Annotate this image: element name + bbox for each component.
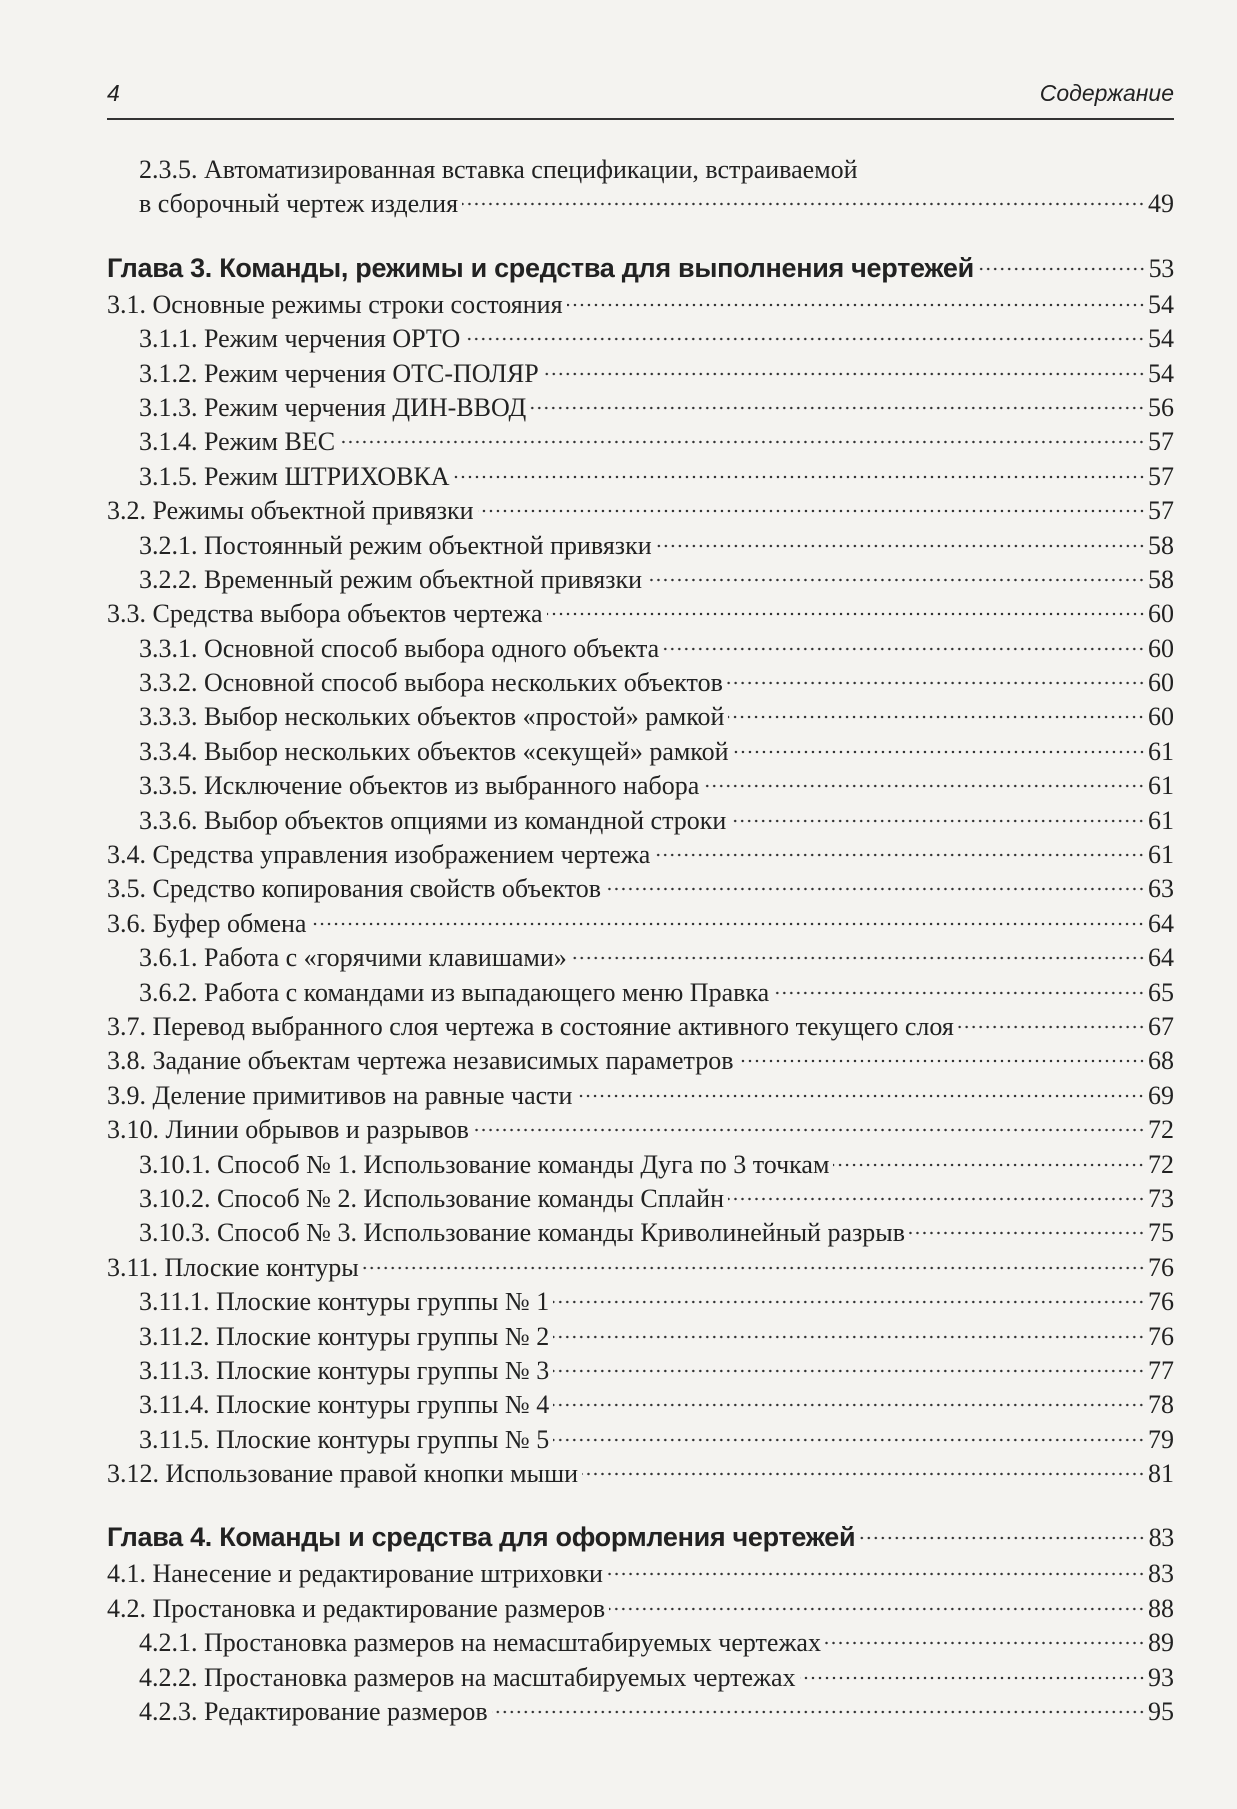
toc-entry-page: 64 xyxy=(1148,943,1174,973)
dot-leader xyxy=(553,1300,1145,1304)
dot-leader xyxy=(543,372,1145,376)
toc-entry-page: 56 xyxy=(1148,392,1174,422)
dot-leader xyxy=(464,337,1145,341)
dot-leader xyxy=(363,1266,1145,1270)
dot-leader xyxy=(553,1403,1145,1407)
toc-entry xyxy=(107,597,1174,631)
dot-leader xyxy=(703,784,1145,788)
toc-entry xyxy=(107,1079,1174,1113)
dot-leader xyxy=(733,750,1145,754)
toc-entry xyxy=(107,563,1174,597)
toc-entry-page: 60 xyxy=(1148,668,1174,698)
dot-leader xyxy=(609,1607,1145,1611)
toc-entry-title: 3.3. Средства выбора объектов чертежа xyxy=(107,599,543,629)
page-number: 4 xyxy=(107,80,120,106)
toc-entry-title: 4.1. Нанесение и редактирование штриховки xyxy=(107,1559,603,1589)
toc-entry-title: 3.6. Буфер обмена xyxy=(107,908,307,938)
toc-entry xyxy=(107,769,1174,803)
dot-leader xyxy=(730,819,1145,823)
toc-entry-title: 3.2.1. Постоянный режим объектной привязки xyxy=(139,530,652,560)
toc-entry-page: 83 xyxy=(1148,1523,1174,1553)
toc-entry xyxy=(107,1626,1174,1660)
toc-entry-page: 64 xyxy=(1148,908,1174,938)
dot-leader xyxy=(607,1572,1145,1576)
toc-entry-title: 3.10.1. Способ № 1. Использование команды Дуга по 3 точкам xyxy=(139,1149,830,1179)
toc-entry-title: 3.3.5. Исключение объектов из выбранного набора xyxy=(139,771,700,801)
toc-entry-title: Глава 4. Команды и средства для оформления чертежей xyxy=(107,1522,856,1553)
dot-leader xyxy=(454,475,1145,479)
toc-entry-page: 72 xyxy=(1148,1149,1174,1179)
toc-entry-title: 3.1.3. Режим черчения ДИН-ВВОД xyxy=(139,392,527,422)
toc-entry-title: 3.8. Задание объектам чертежа независимых параметров xyxy=(107,1046,734,1076)
toc-entry-title: 3.1.5. Режим ШТРИХОВКА xyxy=(139,461,450,491)
toc-entry-page: 54 xyxy=(1148,324,1174,354)
toc-entry xyxy=(107,1557,1174,1591)
dot-leader xyxy=(800,1676,1145,1680)
dot-leader xyxy=(567,303,1145,307)
toc-entry-page: 65 xyxy=(1148,977,1174,1007)
toc-entry-title: 3.6.2. Работа с командами из выпадающего меню Правка xyxy=(139,977,770,1007)
toc-entry-page: 63 xyxy=(1148,874,1174,904)
toc-entry-page: 75 xyxy=(1148,1218,1174,1248)
dot-leader xyxy=(728,715,1145,719)
toc-entry-page: 72 xyxy=(1148,1115,1174,1145)
toc-entry xyxy=(107,322,1174,356)
toc-entry xyxy=(107,1592,1174,1626)
toc-entry-title: 3.11.2. Плоские контуры группы № 2 xyxy=(139,1321,550,1351)
toc-entry xyxy=(107,494,1174,528)
toc-entry xyxy=(107,1354,1174,1388)
toc-entry-page: 60 xyxy=(1148,633,1174,663)
toc-entry-page: 69 xyxy=(1148,1080,1174,1110)
toc-entry-title: 3.3.6. Выбор объектов опциями из командной строки xyxy=(139,805,727,835)
toc-entry-page: 79 xyxy=(1148,1424,1174,1454)
toc-entry-page: 61 xyxy=(1148,771,1174,801)
toc-entry xyxy=(107,700,1174,734)
dot-leader xyxy=(530,406,1145,410)
dot-leader xyxy=(478,509,1145,513)
toc-entry xyxy=(107,1148,1174,1182)
toc-entry-title: 3.1.2. Режим черчения ОТС-ПОЛЯР xyxy=(139,358,539,388)
running-header xyxy=(107,80,1174,116)
toc-entry xyxy=(107,1251,1174,1285)
toc-entry-title: 3.11. Плоские контуры xyxy=(107,1252,359,1282)
toc-entry xyxy=(107,1457,1174,1491)
toc-entry xyxy=(107,666,1174,700)
dot-leader xyxy=(738,1059,1145,1063)
dot-leader xyxy=(909,1231,1145,1235)
toc-entry-page: 57 xyxy=(1148,496,1174,526)
toc-entry-page: 93 xyxy=(1148,1662,1174,1692)
toc-entry-title: 4.2.1. Простановка размеров на немасштабируемых чертежах xyxy=(139,1628,821,1658)
toc-entry xyxy=(107,872,1174,906)
toc-entry-title: 2.3.5. Автоматизированная вставка спецификации, встраиваемой xyxy=(139,155,858,184)
toc-entry-page: 58 xyxy=(1148,564,1174,594)
dot-leader xyxy=(728,1197,1145,1201)
toc-entry-page: 76 xyxy=(1148,1252,1174,1282)
toc-entry-page: 60 xyxy=(1148,702,1174,732)
toc-entry xyxy=(107,1661,1174,1695)
toc-entry xyxy=(107,1113,1174,1147)
dot-leader xyxy=(958,1025,1145,1029)
toc-entry-page: 68 xyxy=(1148,1046,1174,1076)
toc-entry-page: 60 xyxy=(1148,599,1174,629)
toc-entry xyxy=(107,1044,1174,1078)
toc-entry xyxy=(107,460,1174,494)
toc-entry-page: 57 xyxy=(1148,461,1174,491)
toc-entry-title: 3.10.3. Способ № 3. Использование команды Криволинейный разрыв xyxy=(139,1218,906,1248)
dot-leader xyxy=(833,1163,1145,1167)
toc-entry xyxy=(107,153,1174,187)
dot-leader xyxy=(825,1641,1145,1645)
toc-entry-title: 3.10. Линии обрывов и разрывов xyxy=(107,1115,469,1145)
toc-entry xyxy=(107,1388,1174,1422)
toc-entry-title: 3.4. Средства управления изображением чертежа xyxy=(107,840,651,870)
toc-entry-page: 73 xyxy=(1148,1183,1174,1213)
dot-leader xyxy=(663,647,1145,651)
toc-entry-page: 61 xyxy=(1148,736,1174,766)
dot-leader xyxy=(605,887,1145,891)
toc-entry-title: 3.11.3. Плоские контуры группы № 3 xyxy=(139,1355,550,1385)
dot-leader xyxy=(553,1438,1145,1442)
toc-entry xyxy=(107,1285,1174,1319)
dot-leader xyxy=(859,1536,1145,1540)
toc-entry-page: 76 xyxy=(1148,1287,1174,1317)
toc-entry xyxy=(107,804,1174,838)
toc-entry xyxy=(107,735,1174,769)
toc-entry xyxy=(107,1216,1174,1250)
toc-entry-page: 53 xyxy=(1148,253,1174,283)
toc-entry-title: 3.3.3. Выбор нескольких объектов «простой» рамкой xyxy=(139,702,725,732)
toc-entry-page: 83 xyxy=(1148,1559,1174,1589)
toc-entry-title: 3.3.2. Основной способ выбора нескольких объектов xyxy=(139,668,723,698)
toc-entry-title: 3.5. Средство копирования свойств объектов xyxy=(107,874,602,904)
dot-leader xyxy=(553,1335,1145,1339)
toc-entry xyxy=(107,976,1174,1010)
dot-leader xyxy=(553,1369,1145,1373)
toc-entry-title: 3.3.1. Основной способ выбора одного объекта xyxy=(139,633,660,663)
toc-entry-title: 3.11.5. Плоские контуры группы № 5 xyxy=(139,1424,550,1454)
toc-entry-title: 4.2.3. Редактирование размеров xyxy=(139,1697,488,1727)
toc-entry-title: в сборочный чертеж изделия xyxy=(139,189,459,219)
toc-entry-page: 58 xyxy=(1148,530,1174,560)
toc-entry-page: 81 xyxy=(1148,1459,1174,1489)
toc-entry-title: 3.9. Деление примитивов на равные части xyxy=(107,1080,573,1110)
toc-entry xyxy=(107,838,1174,872)
dot-leader xyxy=(473,1128,1145,1132)
toc-entry-title: 4.2. Простановка и редактирование размеров xyxy=(107,1593,606,1623)
dot-leader xyxy=(547,612,1146,616)
toc-entry xyxy=(107,1695,1174,1729)
table-of-contents xyxy=(107,153,1174,1729)
toc-entry xyxy=(107,907,1174,941)
toc-entry-page: 95 xyxy=(1148,1697,1174,1727)
dot-leader xyxy=(492,1710,1145,1714)
toc-entry xyxy=(107,288,1174,322)
toc-entry-title: 3.7. Перевод выбранного слоя чертежа в состояние активного текущего слоя xyxy=(107,1011,954,1041)
toc-entry xyxy=(107,357,1174,391)
toc-entry-title: 3.12. Использование правой кнопки мыши xyxy=(107,1459,579,1489)
toc-entry-title: 3.1. Основные режимы строки состояния xyxy=(107,289,563,319)
toc-entry xyxy=(107,391,1174,425)
toc-entry-page: 61 xyxy=(1148,840,1174,870)
dot-leader xyxy=(310,922,1145,926)
toc-entry-title: 3.1.4. Режим ВЕС xyxy=(139,427,336,457)
toc-entry-page: 89 xyxy=(1148,1628,1174,1658)
toc-entry-page: 67 xyxy=(1148,1011,1174,1041)
toc-entry-title: 3.3.4. Выбор нескольких объектов «секущей» рамкой xyxy=(139,736,729,766)
dot-leader xyxy=(773,991,1145,995)
header-rule xyxy=(107,118,1174,120)
toc-entry-page: 61 xyxy=(1148,805,1174,835)
toc-entry-page: 57 xyxy=(1148,427,1174,457)
toc-entry xyxy=(107,529,1174,563)
dot-leader xyxy=(339,440,1145,444)
toc-entry xyxy=(107,1010,1174,1044)
toc-entry-title: 3.11.4. Плоские контуры группы № 4 xyxy=(139,1390,550,1420)
toc-entry xyxy=(107,941,1174,975)
toc-entry xyxy=(107,425,1174,459)
dot-leader xyxy=(727,681,1145,685)
toc-entry xyxy=(107,1320,1174,1354)
dot-leader xyxy=(582,1472,1145,1476)
toc-entry-title: 3.2.2. Временный режим объектной привязки xyxy=(139,564,643,594)
section-title: Содержание xyxy=(1039,80,1174,106)
toc-entry xyxy=(107,632,1174,666)
dot-leader xyxy=(978,267,1146,271)
toc-entry-page: 49 xyxy=(1148,189,1174,219)
toc-entry-title: Глава 3. Команды, режимы и средства для выполнения чертежей xyxy=(107,252,974,283)
toc-entry xyxy=(107,1423,1174,1457)
toc-chapter-entry xyxy=(107,1517,1174,1557)
toc-chapter-entry xyxy=(107,248,1174,288)
toc-entry-page: 77 xyxy=(1148,1355,1174,1385)
toc-entry-page: 54 xyxy=(1148,358,1174,388)
toc-entry-page: 76 xyxy=(1148,1321,1174,1351)
toc-entry-page: 88 xyxy=(1148,1593,1174,1623)
dot-leader xyxy=(656,544,1145,548)
toc-entry-title: 3.11.1. Плоские контуры группы № 1 xyxy=(139,1287,550,1317)
toc-entry-title: 3.6.1. Работа с «горячими клавишами» xyxy=(139,943,567,973)
toc-entry-title: 3.10.2. Способ № 2. Использование команды Сплайн xyxy=(139,1183,724,1213)
dot-leader xyxy=(571,956,1145,960)
toc-entry-title: 4.2.2. Простановка размеров на масштабируемых чертежах xyxy=(139,1662,796,1692)
dot-leader xyxy=(654,853,1145,857)
dot-leader xyxy=(576,1094,1145,1098)
dot-leader xyxy=(646,578,1145,582)
dot-leader xyxy=(462,202,1145,206)
toc-entry-page: 54 xyxy=(1148,289,1174,319)
toc-entry-page: 78 xyxy=(1148,1390,1174,1420)
toc-entry xyxy=(107,1182,1174,1216)
toc-entry-title: 3.2. Режимы объектной привязки xyxy=(107,496,474,526)
toc-entry xyxy=(107,187,1174,221)
toc-entry-title: 3.1.1. Режим черчения ОРТО xyxy=(139,324,461,354)
